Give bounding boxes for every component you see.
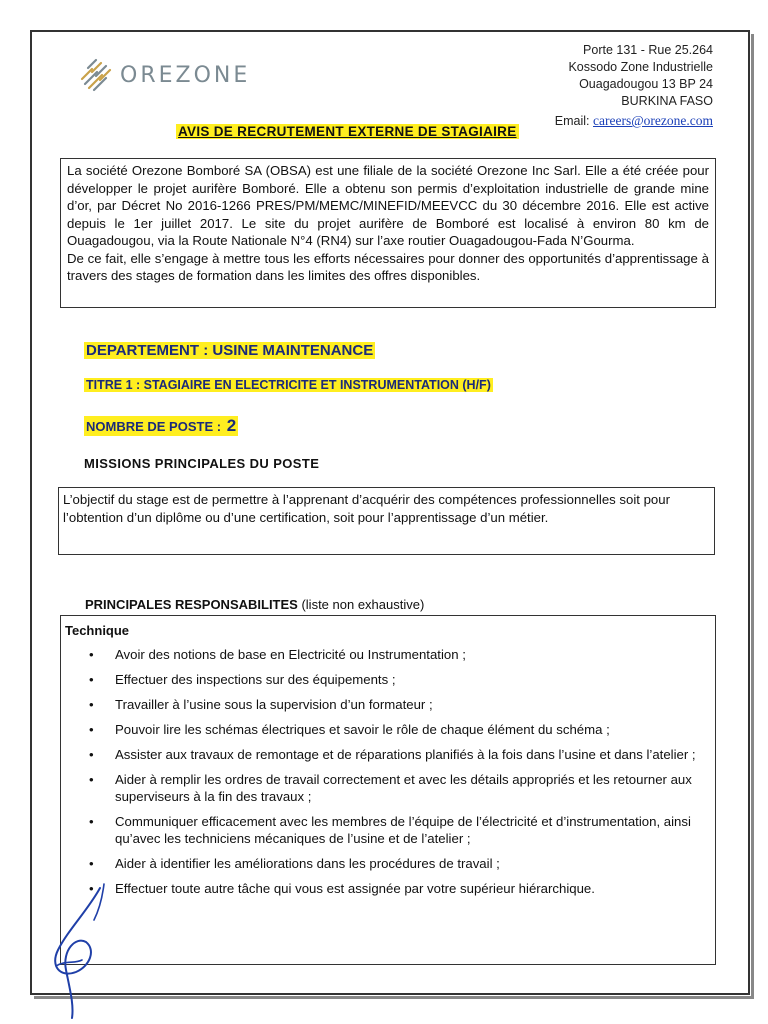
- orezone-logo-icon: [78, 57, 114, 93]
- bullet-icon: •: [89, 855, 94, 871]
- list-item: [65, 855, 711, 872]
- positions-highlight: [84, 416, 238, 436]
- email-line: [555, 112, 713, 130]
- responsibilities-title: PRINCIPALES RESPONSABILITES: [85, 597, 298, 612]
- bullet-icon: •: [89, 671, 94, 687]
- list-item: [65, 813, 711, 847]
- list-item-text: Aider à identifier les améliorations dans les procédures de travail ;: [115, 855, 500, 871]
- address-line-4: BURKINA FASO: [621, 94, 713, 108]
- intro-box: [60, 158, 716, 308]
- department-heading: [84, 342, 375, 359]
- positions-value: 2: [226, 416, 237, 435]
- technique-label: Technique: [65, 623, 130, 638]
- address-line-2: Kossodo Zone Industrielle: [568, 60, 713, 74]
- document-title: AVIS DE RECRUTEMENT EXTERNE DE STAGIAIRE: [178, 124, 517, 139]
- company-address: [555, 42, 713, 130]
- email-label: Email:: [554, 114, 590, 128]
- orezone-logo: [78, 55, 250, 95]
- job-title-heading: [84, 378, 493, 392]
- list-item: [65, 721, 711, 738]
- list-item-text: Effectuer toute autre tâche qui vous est assignée par votre supérieur hiérarchique.: [115, 880, 595, 896]
- responsibilities-list: [65, 646, 711, 897]
- intro-paragraph-2: De ce fait, elle s’engage à mettre tous les efforts nécessaires pour donner des opportunités d’apprentissage à travers des stages de formation dans les limites des offres disponibles.: [67, 250, 709, 283]
- bullet-icon: •: [89, 646, 94, 662]
- missions-heading: MISSIONS PRINCIPALES DU POSTE: [84, 456, 320, 471]
- list-item: [65, 771, 711, 805]
- responsibilities-heading: [85, 597, 424, 612]
- responsibilities-box: [60, 615, 716, 965]
- address-line-3: Ouagadougou 13 BP 24: [579, 77, 713, 91]
- missions-box: [58, 487, 715, 555]
- logo-text: OREZONE: [120, 62, 251, 88]
- list-item-text: Effectuer des inspections sur des équipements ;: [115, 671, 396, 687]
- handwritten-signature-icon: [40, 880, 130, 1020]
- positions-label: NOMBRE DE POSTE :: [86, 419, 222, 434]
- job-title-label: TITRE 1 : STAGIAIRE EN ELECTRICITE ET INSTRUMENTATION (H/F): [86, 378, 491, 392]
- list-item-text: Assister aux travaux de remontage et de réparations planifiés à la fois dans l’usine et dans l’atelier ;: [115, 746, 696, 762]
- bullet-icon: •: [89, 746, 94, 762]
- bullet-icon: •: [89, 771, 94, 787]
- list-item-text: Aider à remplir les ordres de travail correctement et avec les détails appropriés et les retourner aux superviseurs à la fin des travaux ;: [115, 771, 692, 804]
- bullet-icon: •: [89, 880, 94, 896]
- list-item: [65, 646, 711, 663]
- list-item-text: Travailler à l’usine sous la supervision d’un formateur ;: [115, 696, 433, 712]
- list-item-text: Communiquer efficacement avec les membres de l’équipe de l’électricité et d’instrumentation, ainsi qu’avec les techniciens mécaniques de l’usine et de l’atelier ;: [115, 813, 691, 846]
- responsibilities-subtitle: (liste non exhaustive): [301, 597, 425, 612]
- list-item: [65, 746, 711, 763]
- bullet-icon: •: [89, 696, 94, 712]
- list-item-text: Avoir des notions de base en Electricité ou Instrumentation ;: [115, 646, 466, 662]
- email-link[interactable]: careers@orezone.com: [593, 113, 713, 128]
- missions-text: L’objectif du stage est de permettre à l’apprenant d’acquérir des compétences professionnelles soit pour l’obtention d’un diplôme ou d’une certification, soit pour l’apprentissage d’un métier.: [63, 492, 670, 525]
- positions-heading: [84, 416, 238, 436]
- bullet-icon: •: [89, 721, 94, 737]
- list-item: [65, 671, 711, 688]
- list-item: [65, 880, 711, 897]
- list-item-text: Pouvoir lire les schémas électriques et savoir le rôle de chaque élément du schéma ;: [115, 721, 610, 737]
- address-line-1: Porte 131 - Rue 25.264: [583, 43, 713, 57]
- intro-paragraph-1: La société Orezone Bomboré SA (OBSA) est une filiale de la société Orezone Inc Sarl. Elle a été créée pour développer le projet aurifère Bomboré. Elle a obtenu son permis d’exploitation industrielle de grande mine d’or, par Décret No 2016-1266 PRES/PM/MEMC/MINEFID/MEEVCC du 30 décembre 2016. Elle est active depuis le 1er juillet 2017. Le site du projet aurifère de Bomboré est localisé à environ 80 km de Ouagadougou, via la Route Nationale N°4 (RN4) sur l’axe routier Ouagadougou-Fada N’Gourma.: [67, 163, 709, 248]
- list-item: [65, 696, 711, 713]
- department-label: DEPARTEMENT : USINE MAINTENANCE: [86, 342, 374, 359]
- bullet-icon: •: [89, 813, 94, 829]
